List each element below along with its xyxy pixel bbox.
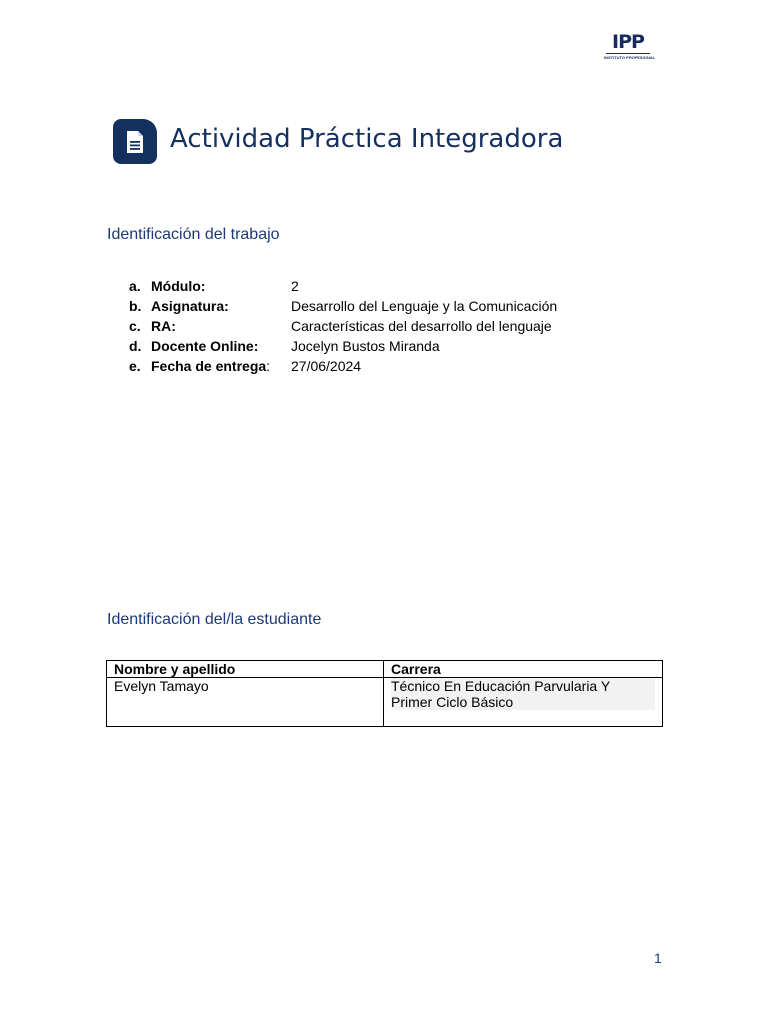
document-icon xyxy=(113,119,157,164)
page-title: Actividad Práctica Integradora xyxy=(170,124,564,154)
list-letter: e. xyxy=(129,358,141,374)
list-letter: a. xyxy=(129,278,141,294)
list-value: 2 xyxy=(291,278,299,294)
label-colon: : xyxy=(224,298,229,314)
list-label xyxy=(151,356,270,376)
table-cell-name: Evelyn Tamayo xyxy=(107,678,384,727)
table-header-career: Carrera xyxy=(384,661,663,678)
list-value: Desarrollo del Lenguaje y la Comunicación xyxy=(291,298,558,314)
list-value: Características del desarrollo del lenguaje xyxy=(291,318,552,334)
list-label xyxy=(151,296,229,316)
label-text: RA xyxy=(151,318,172,334)
label-text: Asignatura xyxy=(151,298,225,314)
list-label xyxy=(151,276,205,296)
list-label xyxy=(151,316,176,336)
label-colon: : xyxy=(253,338,259,354)
label-text: Módulo xyxy=(151,278,201,294)
table-header-name: Nombre y apellido xyxy=(107,661,384,678)
list-label xyxy=(151,336,258,356)
label-colon: : xyxy=(266,358,271,374)
label-colon: : xyxy=(200,278,206,294)
list-letter: b. xyxy=(129,298,142,314)
logo-subtitle: INSTITUTO PROFESIONAL xyxy=(604,55,656,60)
logo-text: IPP xyxy=(612,31,644,53)
student-table xyxy=(106,660,663,727)
ipp-logo xyxy=(604,31,656,60)
career-text: Técnico En Educación Parvularia Y Primer Ciclo Básico xyxy=(391,678,655,710)
table-header-row xyxy=(107,661,663,678)
list-value: 27/06/2024 xyxy=(291,358,362,374)
list-value: Jocelyn Bustos Miranda xyxy=(291,338,440,354)
list-letter: c. xyxy=(129,318,141,334)
page-number: 1 xyxy=(654,950,662,966)
table-row xyxy=(107,678,663,727)
label-text: Fecha de entrega xyxy=(151,358,267,374)
label-colon: : xyxy=(171,318,176,334)
logo-divider xyxy=(606,53,650,54)
label-text: Docente Online xyxy=(151,338,254,354)
list-letter: d. xyxy=(129,338,142,354)
work-identification-heading: Identificación del trabajo xyxy=(107,226,280,243)
table-cell-career xyxy=(384,678,663,727)
student-identification-heading: Identificación del/la estudiante xyxy=(107,611,322,628)
